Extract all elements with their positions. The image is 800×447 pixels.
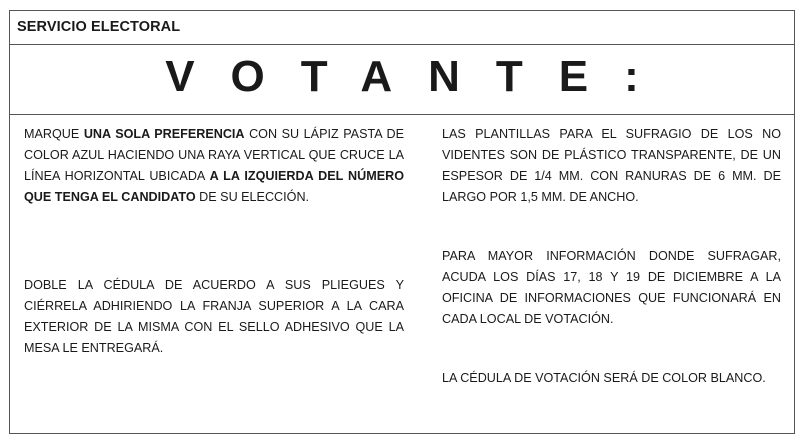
instruction-information: PARA MAYOR INFORMACIÓN DONDE SUFRAGAR, ACUDA LOS DÍAS 17, 18 Y 19 DE DICIEMBRE A LA OFICINA DE INFORMACIONES QUE FUNCIONARÁ EN CADA LOCAL DE VOTACIÓN. [442,249,781,326]
instruction-folding: DOBLE LA CÉDULA DE ACUERDO A SUS PLIEGUES Y CIÉRRELA ADHIRIENDO LA FRANJA SUPERIOR A LA CARA EXTERIOR DE LA MISMA CON EL SELLO ADHESIVO QUE LA MESA LE ENTREGARÁ. [24,278,404,355]
instruction-text: CON SU LÁPIZ PASTA DE COLOR AZUL HACIENDO UNA RAYA VERTICAL QUE CRUCE LA LÍNEA HORIZONTAL UBICADA [24,127,404,183]
instruction-emphasis: A LA IZQUIERDA DEL NÚMERO QUE TENGA EL CANDIDATO [24,169,405,204]
organization-label: SERVICIO ELECTORAL [17,19,181,35]
title-row [10,45,794,115]
instruction-marking [24,124,404,208]
spacer [24,208,404,275]
header-row [10,11,794,45]
left-column [24,124,404,359]
instruction-ballot-color: LA CÉDULA DE VOTACIÓN SERÁ DE COLOR BLANCO. [442,371,766,385]
right-column [442,124,781,389]
spacer [442,208,781,246]
instruction-text: MARQUE [24,127,84,141]
instruction-text: DE SU ELECCIÓN. [195,190,310,204]
instruction-emphasis: UNA SOLA PREFERENCIA [83,127,245,141]
instruction-templates: LAS PLANTILLAS PARA EL SUFRAGIO DE LOS NO VIDENTES SON DE PLÁSTICO TRANSPARENTE, DE UN ESPESOR DE 1/4 MM. CON RANURAS DE 6 MM. DE LARGO POR 1,5 MM. DE ANCHO. [442,127,781,204]
page-title: VOTANTE: [165,52,675,101]
spacer [442,330,781,368]
